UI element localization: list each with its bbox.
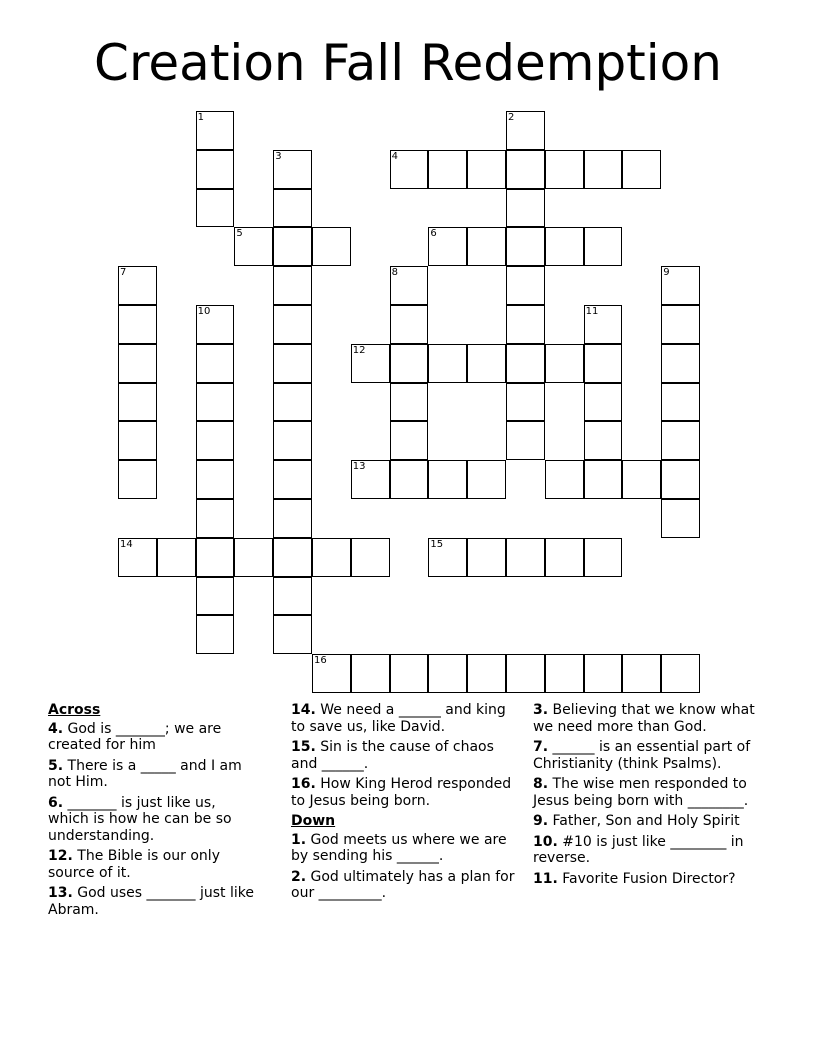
grid-cell[interactable] (506, 538, 545, 577)
clue-number-label: 15 (430, 538, 444, 550)
grid-cell[interactable] (584, 421, 623, 460)
grid-cell[interactable] (506, 150, 545, 189)
grid-cell[interactable] (506, 189, 545, 228)
grid-cell[interactable] (506, 383, 545, 422)
grid-cell[interactable] (118, 421, 157, 460)
grid-cell[interactable] (467, 460, 506, 499)
grid-cell[interactable] (118, 305, 157, 344)
clue-text: The wise men responded to Jesus being born with ________. (533, 776, 749, 809)
grid-cell[interactable] (273, 266, 312, 305)
clue-across-16 (291, 776, 515, 809)
clue-across-5 (48, 758, 258, 791)
clue-across-12 (48, 848, 258, 881)
down-heading: Down (291, 813, 336, 829)
clue-text: Believing that we know what we need more than God. (533, 702, 755, 735)
clue-down-10 (533, 834, 778, 867)
grid-cell[interactable] (584, 538, 623, 577)
grid-cell[interactable] (506, 266, 545, 305)
grid-cell[interactable] (545, 150, 584, 189)
grid-cell[interactable] (467, 227, 506, 266)
grid-cell[interactable] (273, 344, 312, 383)
clue-number-label: 1 (197, 112, 204, 123)
grid-cell[interactable] (312, 227, 351, 266)
clue-number: 15. (291, 739, 316, 755)
clue-number-label: 6 (430, 228, 437, 240)
grid-cell[interactable] (234, 227, 273, 266)
grid-cell[interactable] (584, 654, 623, 693)
grid-cell[interactable] (118, 266, 157, 305)
grid-cell[interactable] (157, 538, 196, 577)
grid-cell[interactable] (545, 344, 584, 383)
grid-cell[interactable] (661, 654, 700, 693)
grid-cell[interactable] (196, 305, 235, 344)
grid-cell[interactable] (661, 305, 700, 344)
clue-number: 16. (291, 776, 316, 792)
clue-number: 9. (533, 813, 549, 829)
grid-cell[interactable] (273, 499, 312, 538)
grid-cell[interactable] (196, 383, 235, 422)
grid-cell[interactable] (273, 460, 312, 499)
grid-cell[interactable] (351, 460, 390, 499)
grid-cell[interactable] (312, 654, 351, 693)
grid-cell[interactable] (118, 383, 157, 422)
clue-number-label: 11 (585, 306, 599, 317)
grid-cell[interactable] (506, 305, 545, 344)
clue-text: God meets us where we are by sending his ______. (291, 831, 507, 864)
grid-cell[interactable] (428, 538, 467, 577)
grid-cell[interactable] (273, 577, 312, 616)
grid-cell[interactable] (428, 654, 467, 693)
grid-cell[interactable] (196, 150, 235, 189)
grid-cell[interactable] (273, 421, 312, 460)
grid-cell[interactable] (390, 383, 429, 422)
grid-cell[interactable] (118, 538, 157, 577)
clue-text: Sin is the cause of chaos and ______. (291, 739, 494, 772)
grid-cell[interactable] (506, 111, 545, 150)
across-heading: Across (48, 702, 101, 718)
grid-cell[interactable] (467, 344, 506, 383)
grid-cell[interactable] (273, 150, 312, 189)
grid-cell[interactable] (390, 421, 429, 460)
clue-text: There is a _____ and I am not Him. (48, 757, 242, 790)
grid-cell[interactable] (273, 615, 312, 654)
grid-cell[interactable] (545, 227, 584, 266)
clue-down-11 (533, 871, 778, 888)
clue-number-label: 7 (120, 267, 127, 279)
grid-cell[interactable] (661, 499, 700, 538)
grid-cell[interactable] (390, 460, 429, 499)
grid-cell[interactable] (390, 344, 429, 383)
clue-number-label: 5 (236, 228, 243, 240)
clue-text: We need a ______ and king to save us, like David. (291, 702, 506, 735)
grid-cell[interactable] (428, 460, 467, 499)
clue-column-1 (48, 702, 258, 922)
grid-cell[interactable] (661, 266, 700, 305)
clue-number-label: 10 (197, 306, 211, 317)
grid-cell[interactable] (506, 421, 545, 460)
grid-cell[interactable] (545, 460, 584, 499)
clue-across-15 (291, 739, 515, 772)
grid-cell[interactable] (506, 227, 545, 266)
clue-number: 12. (48, 848, 73, 864)
clue-text: God ultimately has a plan for our _________. (291, 868, 515, 901)
clue-number: 14. (291, 702, 316, 718)
clue-number: 1. (291, 831, 307, 848)
grid-cell[interactable] (273, 227, 312, 266)
clue-number-label: 12 (352, 344, 366, 356)
grid-cell[interactable] (196, 615, 235, 654)
grid-cell[interactable] (390, 266, 429, 305)
grid-cell[interactable] (661, 344, 700, 383)
grid-cell[interactable] (622, 654, 661, 693)
clue-text: God is _______; we are created for him (48, 720, 222, 753)
grid-cell[interactable] (622, 150, 661, 189)
grid-cell[interactable] (196, 460, 235, 499)
clue-number: 6. (48, 794, 64, 811)
grid-cell[interactable] (351, 538, 390, 577)
grid-cell[interactable] (661, 460, 700, 499)
grid-cell[interactable] (661, 421, 700, 460)
grid-cell[interactable] (622, 460, 661, 499)
clue-number-label: 16 (314, 655, 327, 667)
grid-cell[interactable] (118, 460, 157, 499)
clue-down-9 (533, 813, 778, 830)
clue-down-3 (533, 702, 778, 735)
grid-cell[interactable] (506, 654, 545, 693)
clue-number-label: 13 (352, 461, 366, 473)
clue-across-6 (48, 795, 258, 845)
clue-number: 5. (48, 757, 64, 774)
grid-cell[interactable] (273, 305, 312, 344)
puzzle-title: Creation Fall Redemption (94, 34, 722, 92)
clue-text: The Bible is our only source of it. (48, 848, 220, 881)
grid-cell[interactable] (390, 150, 429, 189)
grid-cell[interactable] (196, 344, 235, 383)
clue-number-label: 4 (391, 150, 398, 162)
clue-number: 13. (48, 885, 73, 901)
clue-number: 8. (533, 776, 549, 792)
grid-cell[interactable] (196, 577, 235, 616)
grid-cell[interactable] (428, 227, 467, 266)
clue-down-7 (533, 739, 778, 772)
clue-number-label: 14 (120, 538, 133, 550)
clue-down-1 (291, 832, 515, 865)
grid-cell[interactable] (273, 189, 312, 228)
clue-number: 4. (48, 720, 64, 737)
clue-across-13 (48, 885, 258, 918)
clue-number: 2. (291, 868, 307, 885)
grid-cell[interactable] (196, 499, 235, 538)
grid-cell[interactable] (273, 538, 312, 577)
clue-column-2 (291, 702, 515, 906)
grid-cell[interactable] (467, 150, 506, 189)
grid-cell[interactable] (196, 421, 235, 460)
grid-cell[interactable] (196, 538, 235, 577)
clue-across-4 (48, 721, 258, 754)
clue-number: 3. (533, 702, 549, 718)
grid-cell[interactable] (467, 538, 506, 577)
grid-cell[interactable] (428, 344, 467, 383)
clue-text: ______ is an essential part of Christianity (think Psalms). (533, 739, 751, 772)
grid-cell[interactable] (351, 654, 390, 693)
clue-number-label: 3 (275, 150, 282, 162)
clue-text: God uses _______ just like Abram. (48, 885, 254, 918)
grid-cell[interactable] (273, 383, 312, 422)
grid-cell[interactable] (390, 305, 429, 344)
grid-cell[interactable] (545, 538, 584, 577)
grid-cell[interactable] (584, 344, 623, 383)
grid-cell[interactable] (351, 344, 390, 383)
clue-number-label: 8 (391, 267, 398, 279)
grid-cell[interactable] (584, 150, 623, 189)
clue-column-3 (533, 702, 778, 891)
clue-text: #10 is just like ________ in reverse. (533, 833, 744, 866)
clue-text: Father, Son and Holy Spirit (548, 813, 740, 829)
clue-text: How King Herod responded to Jesus being born. (291, 776, 512, 809)
grid-cell[interactable] (428, 150, 467, 189)
grid-cell[interactable] (545, 654, 584, 693)
clue-number-label: 2 (508, 112, 515, 123)
clue-down-8 (533, 776, 778, 809)
grid-cell[interactable] (506, 344, 545, 383)
clue-down-2 (291, 869, 515, 902)
clue-text: Favorite Fusion Director? (557, 870, 736, 887)
clue-text: _______ is just like us, which is how he can be so understanding. (48, 794, 232, 844)
grid-cell[interactable] (584, 227, 623, 266)
grid-cell[interactable] (234, 538, 273, 577)
grid-cell[interactable] (118, 344, 157, 383)
grid-cell[interactable] (390, 654, 429, 693)
clue-number: 10. (533, 833, 558, 850)
grid-cell[interactable] (196, 111, 235, 150)
clue-number: 11. (533, 870, 558, 887)
clue-number-label: 9 (663, 267, 670, 279)
grid-cell[interactable] (661, 383, 700, 422)
grid-cell[interactable] (196, 189, 235, 228)
grid-cell[interactable] (584, 305, 623, 344)
grid-cell[interactable] (584, 383, 623, 422)
grid-cell[interactable] (467, 654, 506, 693)
grid-cell[interactable] (312, 538, 351, 577)
grid-cell[interactable] (584, 460, 623, 499)
clue-across-14 (291, 702, 515, 735)
clue-number: 7. (533, 739, 549, 755)
